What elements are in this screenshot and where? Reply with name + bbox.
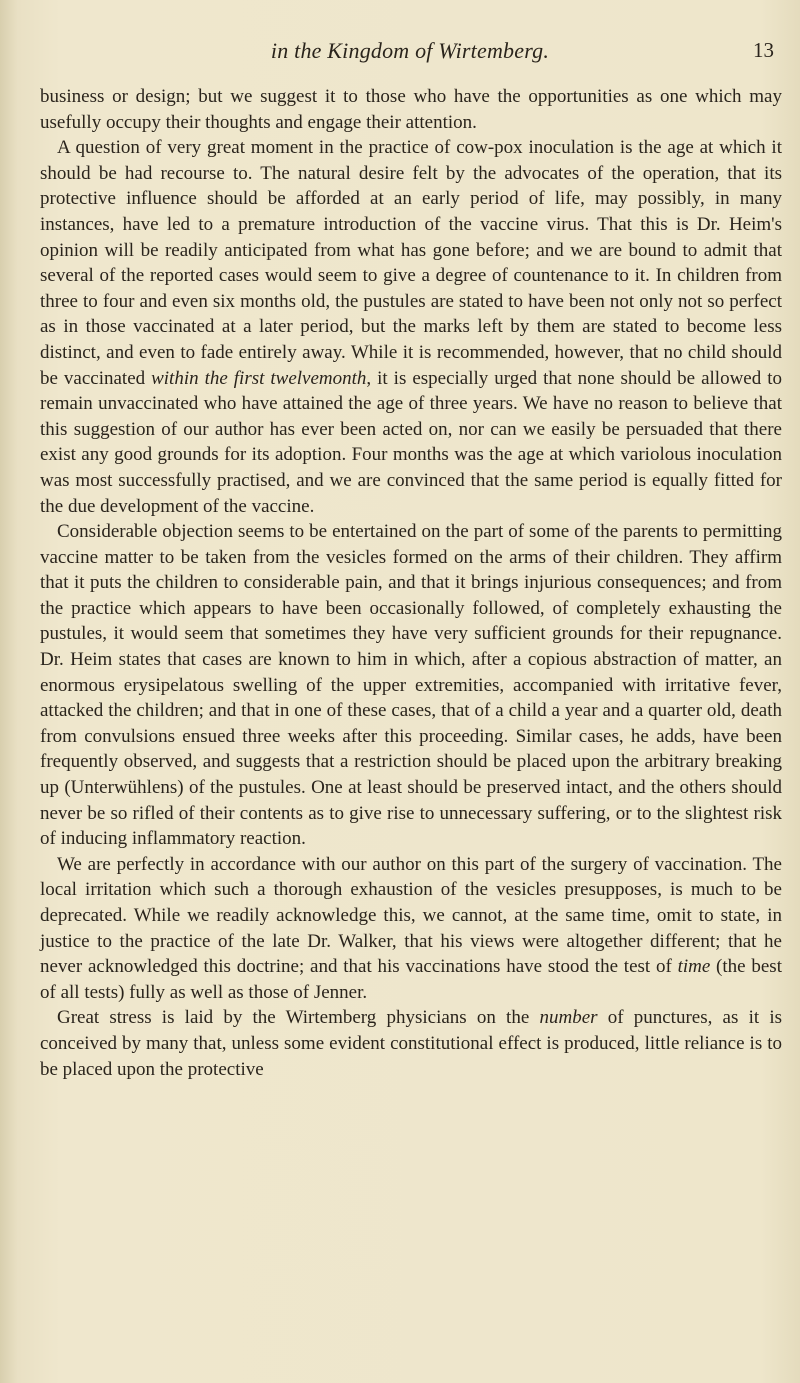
italic-phrase: within the first twelvemonth	[151, 367, 367, 389]
paragraph-vaccination-age	[40, 135, 782, 519]
text-segment: , it is especially urged that none should be allowed to remain unvaccinated who have attained the age of three years. We have no reason to believe that this suggestion of our author has ever been acted on, nor can we easily be persuaded that there exist any good grounds for its adoption. Four months was the age at which variolous inoculation was most successfully practised, and we are convinced that the same period is equally fitted for the due development of the vaccine.	[40, 367, 782, 517]
text-segment: business or design; but we suggest it to those who have the opportunities as one which may usefully occupy their thoughts and engage their attention.	[40, 86, 782, 133]
page-header	[40, 32, 780, 68]
italic-phrase: time	[677, 956, 711, 978]
text-segment: A question of very great moment in the practice of cow-pox inoculation is the age at which it should be had recourse to. The natural desire felt by the advocates of the operation, that its protective influence should be afforded at an early period of life, may possibly, in many instances, have led to a premature introduction of the vaccine virus. That this is Dr. Heim's opinion will be readily anticipated from what has gone before; and we are bound to admit that several of the reported cases would seem to give a degree of countenance to it. In children from three to four and even six months old, the pustules are stated to have been not only not so perfect as in those vaccinated at a later period, but the marks left by them are stated to become less distinct, and even to fade entirely away. While it is recommended, however, that no child should be vaccinated	[40, 137, 782, 389]
paragraph-continuation	[40, 84, 782, 135]
body-text	[40, 84, 782, 1082]
italic-phrase: number	[539, 1007, 598, 1029]
running-title: in the Kingdom of Wirtemberg.	[270, 38, 550, 63]
text-segment: (the best of all tests) fully as well as those of Jenner.	[40, 956, 782, 1003]
text-segment: Considerable objection seems to be entertained on the part of some of the parents to permitting vaccine matter to be taken from the vesicles formed on the arms of their children. They affirm that it puts the children to considerable pain, and that it brings injurious consequences; and from the practice which appears to have been occasionally followed, of completely exhausting the pustules, it would seem that sometimes they have very sufficient grounds for their repugnance. Dr. Heim states that cases are known to him in which, after a copious abstraction of matter, an enormous erysipelatous swelling of the upper extremities, accompanied with irritative fever, attacked the children; and that in one of these cases, that of a child a year and a quarter old, death from convulsions ensued three weeks after this proceeding. Similar cases, he adds, have been frequently observed, and suggests that a restriction should be placed upon the arbitrary breaking up (Unterwühlens) of the pustules. One at least should be preserved intact, and the others should never be so rifled of their contents as to give rise to unnecessary suffering, or to the slightest risk of inducing inflammatory reaction.	[40, 521, 782, 850]
text-segment: of punctures, as it is conceived by many that, unless some evident constitutional effect is produced, little reliance is to be placed upon the protective	[40, 1007, 782, 1080]
page-number: 13	[753, 38, 774, 62]
paragraph-accordance	[40, 852, 782, 1006]
text-segment: Great stress is laid by the Wirtemberg physicians on the	[57, 1007, 540, 1029]
paragraph-parent-objection	[40, 519, 782, 852]
paragraph-punctures	[40, 1005, 782, 1082]
text-segment: We are perfectly in accordance with our author on this part of the surgery of vaccination. The local irritation which such a thorough exhaustion of the vesicles presupposes, is much to be deprecated. While we readily acknowledge this, we cannot, at the same time, omit to state, in justice to the practice of the late Dr. Walker, that his views were altogether different; that he never acknowledged this doctrine; and that his vaccinations have stood the test of	[40, 853, 782, 978]
